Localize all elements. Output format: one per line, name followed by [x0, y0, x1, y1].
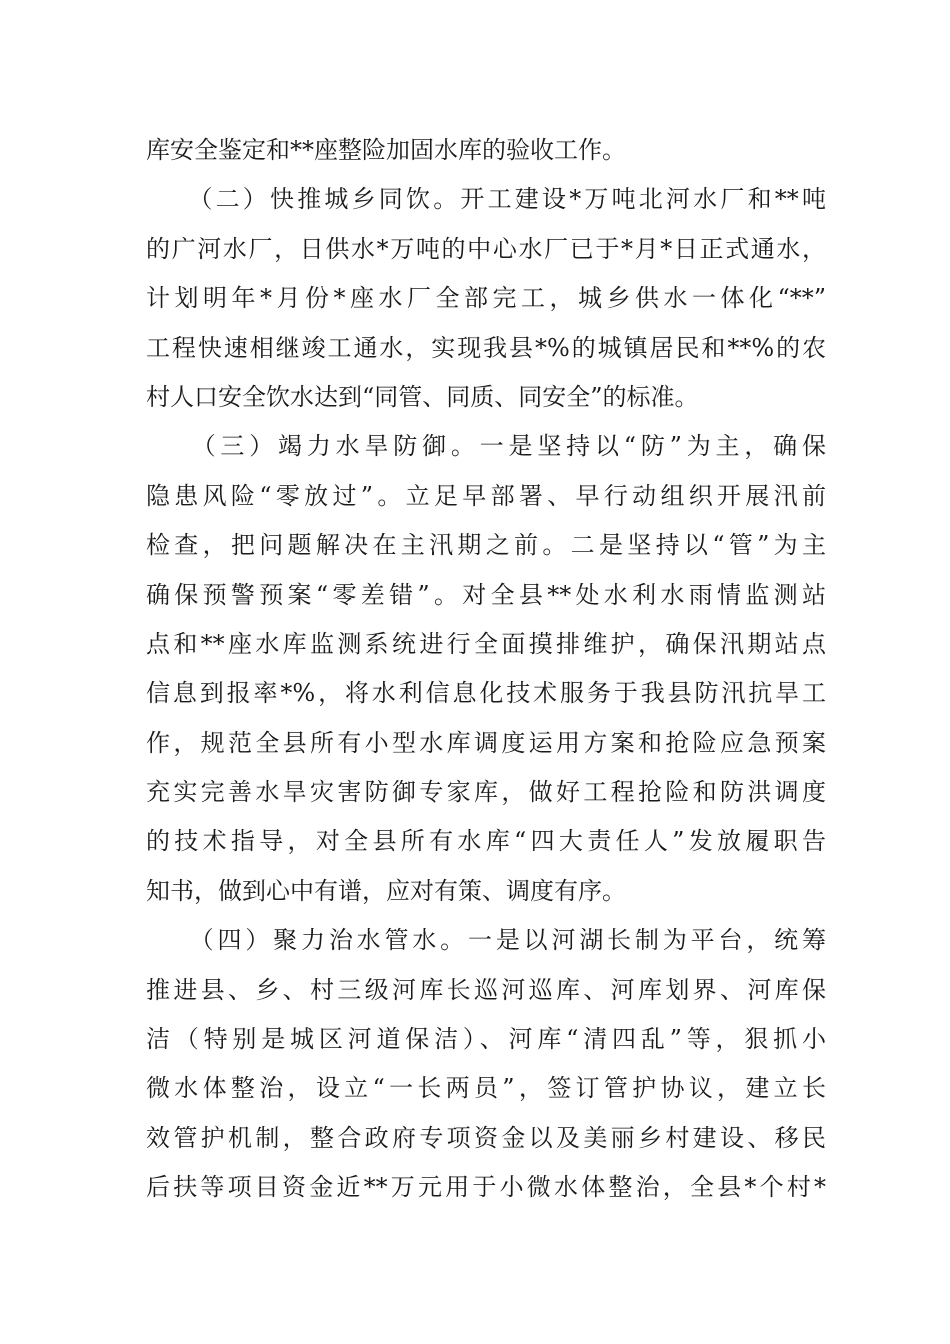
- text-line: 微水体整治，设立“一长两员”，签订管护协议，建立长: [146, 1074, 826, 1103]
- text-line: 后扶等项目资金近**万元用于小微水体整治，全县*个村*: [146, 1173, 826, 1202]
- text-line: 的技术指导，对全县所有水库“四大责任人”发放履职告: [146, 827, 826, 856]
- paragraph-reservoir-acceptance: [146, 126, 826, 175]
- paragraph-flood-drought-defense: [146, 422, 826, 916]
- text-line: （四）聚力治水管水。一是以河湖长制为平台，统筹: [146, 926, 826, 955]
- document-body: [146, 126, 826, 1213]
- text-line: 效管护机制，整合政府专项资金以及美丽乡村建设、移民: [146, 1123, 826, 1152]
- text-line: 推进县、乡、村三级河库长巡河巡库、河库划界、河库保: [146, 975, 826, 1004]
- text-line: 的广河水厂，日供水*万吨的中心水厂已于*月*日正式通水，: [146, 234, 826, 263]
- text-line: （三）竭力水旱防御。一是坚持以“防”为主，确保: [146, 432, 826, 461]
- text-line: 洁（特别是城区河道保洁）、河库“清四乱”等，狠抓小: [146, 1025, 826, 1054]
- text-line: 村人口安全饮水达到“同管、同质、同安全”的标准。: [146, 382, 699, 411]
- paragraph-urban-rural-water: [146, 175, 826, 422]
- paragraph-water-governance: [146, 916, 826, 1212]
- text-line: （二）快推城乡同饮。开工建设*万吨北河水厂和**吨: [146, 185, 826, 214]
- text-line: 充实完善水旱灾害防御专家库，做好工程抢险和防洪调度: [146, 778, 826, 807]
- text-line: 信息到报率*%，将水利信息化技术服务于我县防汛抗旱工: [146, 679, 826, 708]
- text-line: 工程快速相继竣工通水，实现我县*%的城镇居民和**%的农: [146, 333, 826, 362]
- text-line: 计划明年*月份*座水厂全部完工，城乡供水一体化“**”: [146, 284, 826, 313]
- text-line: 隐患风险“零放过”。立足早部署、早行动组织开展汛前: [146, 481, 826, 510]
- text-line: 检查，把问题解决在主汛期之前。二是坚持以“管”为主: [146, 531, 826, 560]
- text-line: 知书，做到心中有谱，应对有策、调度有序。: [146, 876, 626, 905]
- text-line: 库安全鉴定和**座整险加固水库的验收工作。: [146, 136, 626, 164]
- text-line: 作，规范全县所有小型水库调度运用方案和抢险应急预案: [146, 728, 826, 757]
- text-line: 点和**座水库监测系统进行全面摸排维护，确保汛期站点: [146, 629, 826, 658]
- text-line: 确保预警预案“零差错”。对全县**处水利水雨情监测站: [146, 580, 826, 609]
